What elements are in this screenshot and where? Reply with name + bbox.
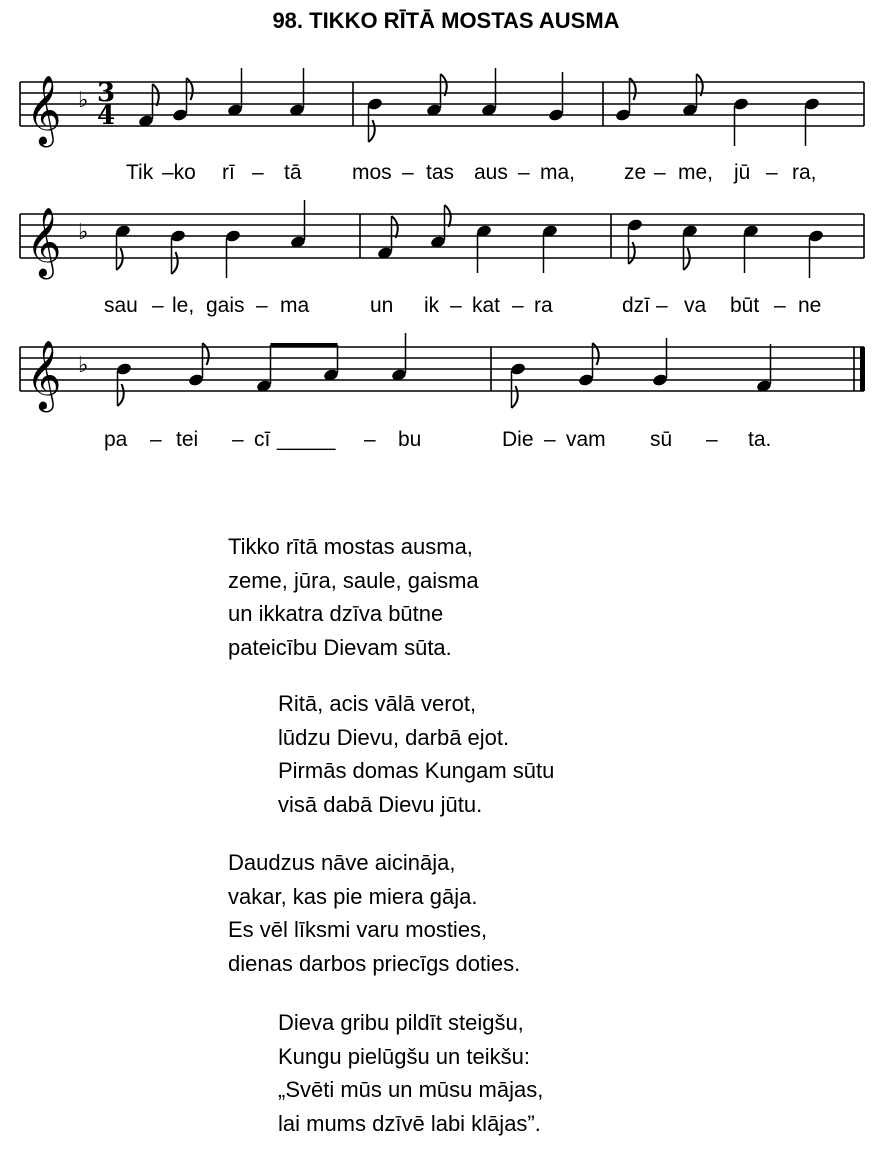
lyric-syllable: ik bbox=[424, 294, 440, 317]
note bbox=[430, 205, 451, 249]
stanza-line: Pirmās domas Kungam sūtu bbox=[278, 758, 555, 783]
lyric-syllable: tā bbox=[284, 161, 302, 184]
staff-lines bbox=[20, 214, 864, 258]
flat-key-signature: ♭ bbox=[78, 88, 89, 113]
stanza-line: Kungu pielūgšu un teikšu: bbox=[278, 1043, 530, 1069]
stanza-4 bbox=[278, 1006, 543, 1140]
lyric-syllable: – bbox=[252, 161, 264, 184]
stanza-line: pateicību Dievam sūta. bbox=[228, 634, 452, 660]
lyric-syllable: sū bbox=[650, 428, 673, 451]
stanza-line: zeme, jūra, saule, gaisma bbox=[228, 567, 479, 593]
lyric-syllable: me, bbox=[678, 161, 714, 184]
stanza-line: Ritā, acis vālā verot, bbox=[278, 691, 477, 716]
lyric-syllable: ra bbox=[534, 294, 553, 317]
treble-clef-icon: 𝄞 bbox=[26, 75, 62, 145]
time-signature-bottom: 4 bbox=[97, 101, 116, 131]
lyric-syllable: Die bbox=[502, 428, 534, 451]
lyric-syllable: bu bbox=[398, 428, 422, 451]
lyric-syllable: vam bbox=[566, 428, 606, 451]
lyric-syllable: cī bbox=[254, 428, 271, 451]
lyric-syllable: le, bbox=[172, 294, 195, 317]
stanza-3 bbox=[228, 846, 520, 980]
stanza-line: Es vēl līksmi varu mosties, bbox=[228, 917, 488, 942]
treble-clef-icon: 𝄞 bbox=[26, 340, 62, 410]
note bbox=[476, 224, 493, 273]
note bbox=[548, 72, 565, 122]
note bbox=[627, 218, 644, 264]
stanza-line: Daudzus nāve aicināja, bbox=[228, 850, 456, 875]
lyric-syllable: ta. bbox=[748, 428, 772, 451]
lyric-syllable: rī bbox=[222, 161, 235, 184]
note bbox=[804, 97, 821, 146]
lyric-syllable: – bbox=[150, 428, 162, 451]
lyric-syllable: dzī bbox=[622, 294, 651, 317]
note bbox=[323, 345, 340, 382]
stanza-line: Tikko rītā mostas ausma, bbox=[228, 534, 473, 559]
lyric-syllable: – bbox=[402, 161, 414, 184]
song-title: 98. TIKKO RĪTĀ MOSTAS AUSMA bbox=[272, 8, 620, 33]
lyric-syllable: – bbox=[766, 161, 778, 184]
staff-lines bbox=[20, 347, 864, 391]
lyric-syllable: va bbox=[684, 294, 707, 317]
lyric-syllable: ne bbox=[798, 294, 822, 317]
lyric-syllable: aus bbox=[474, 161, 508, 184]
lyric-syllable: – bbox=[544, 428, 556, 451]
lyric-syllable: kat bbox=[472, 294, 501, 317]
lyric-syllable: gais bbox=[206, 294, 245, 317]
lyric-syllable: – bbox=[364, 428, 376, 451]
flat-key-signature: ♭ bbox=[78, 353, 89, 378]
note bbox=[116, 362, 133, 406]
lyric-syllable: – bbox=[450, 294, 462, 317]
lyric-syllable: – bbox=[232, 428, 244, 451]
stanza-line: lai mums dzīvē labi klājas”. bbox=[278, 1110, 541, 1136]
lyric-syllable: – bbox=[512, 294, 524, 317]
staff-system-3-svg bbox=[0, 315, 892, 445]
lyric-syllable: – bbox=[706, 428, 718, 451]
lyric-syllable: ze bbox=[624, 161, 647, 184]
stanza-line: un ikkatra dzīva būtne bbox=[228, 601, 444, 626]
lyric-syllable: būt bbox=[730, 294, 760, 317]
lyric-syllable: sau bbox=[104, 294, 138, 317]
lyric-syllable: – bbox=[654, 161, 666, 184]
stanza-line: dienas darbos priecīgs doties. bbox=[228, 950, 521, 976]
lyric-syllable: Tik bbox=[126, 161, 154, 184]
lyric-syllable: – bbox=[256, 294, 268, 317]
lyric-syllable: – bbox=[774, 294, 786, 317]
lyric-syllable: ra, bbox=[792, 161, 817, 184]
lyric-syllable: tas bbox=[426, 161, 455, 184]
lyric-syllable: mos bbox=[352, 161, 392, 184]
note bbox=[426, 74, 447, 117]
note bbox=[377, 216, 398, 260]
note bbox=[542, 224, 559, 273]
lyric-syllable: – bbox=[152, 294, 164, 317]
final-barline-thick bbox=[860, 347, 865, 391]
stanza-line: visā dabā Dievu jūtu. bbox=[278, 791, 483, 817]
note bbox=[808, 229, 825, 278]
stanza-line: Dieva gribu pildīt steigšu, bbox=[278, 1010, 524, 1035]
lyric-syllable: tei bbox=[176, 428, 199, 451]
note bbox=[138, 84, 159, 128]
lyric-syllable: un bbox=[370, 294, 394, 317]
stanza-2 bbox=[278, 687, 554, 821]
note bbox=[170, 229, 187, 274]
lyric-syllable: pa bbox=[104, 428, 128, 451]
lyric-syllable: ma, bbox=[540, 161, 576, 184]
time-signature-top: 3 bbox=[97, 78, 116, 108]
stanza-line: lūdzu Dievu, darbā ejot. bbox=[278, 724, 510, 750]
note bbox=[510, 362, 527, 408]
note bbox=[652, 338, 669, 387]
flat-key-signature: ♭ bbox=[78, 220, 89, 245]
treble-clef-icon: 𝄞 bbox=[26, 207, 62, 277]
lyric-syllable: _____ bbox=[277, 428, 336, 451]
lyric-syllable: –ko bbox=[162, 161, 196, 184]
stanza-line: „Svēti mūs un mūsu mājas, bbox=[278, 1077, 544, 1102]
lyric-syllable: – bbox=[656, 294, 668, 317]
note bbox=[733, 97, 750, 146]
note bbox=[225, 229, 242, 278]
lyric-syllable: jū bbox=[734, 161, 751, 184]
lyric-syllable: – bbox=[518, 161, 530, 184]
staff-system-3 bbox=[0, 315, 892, 445]
stanza-line: vakar, kas pie miera gāja. bbox=[228, 883, 478, 909]
note bbox=[367, 97, 384, 142]
lyric-syllable: ma bbox=[280, 294, 310, 317]
note bbox=[743, 224, 760, 273]
stanza-1 bbox=[228, 530, 479, 664]
note bbox=[682, 74, 703, 117]
